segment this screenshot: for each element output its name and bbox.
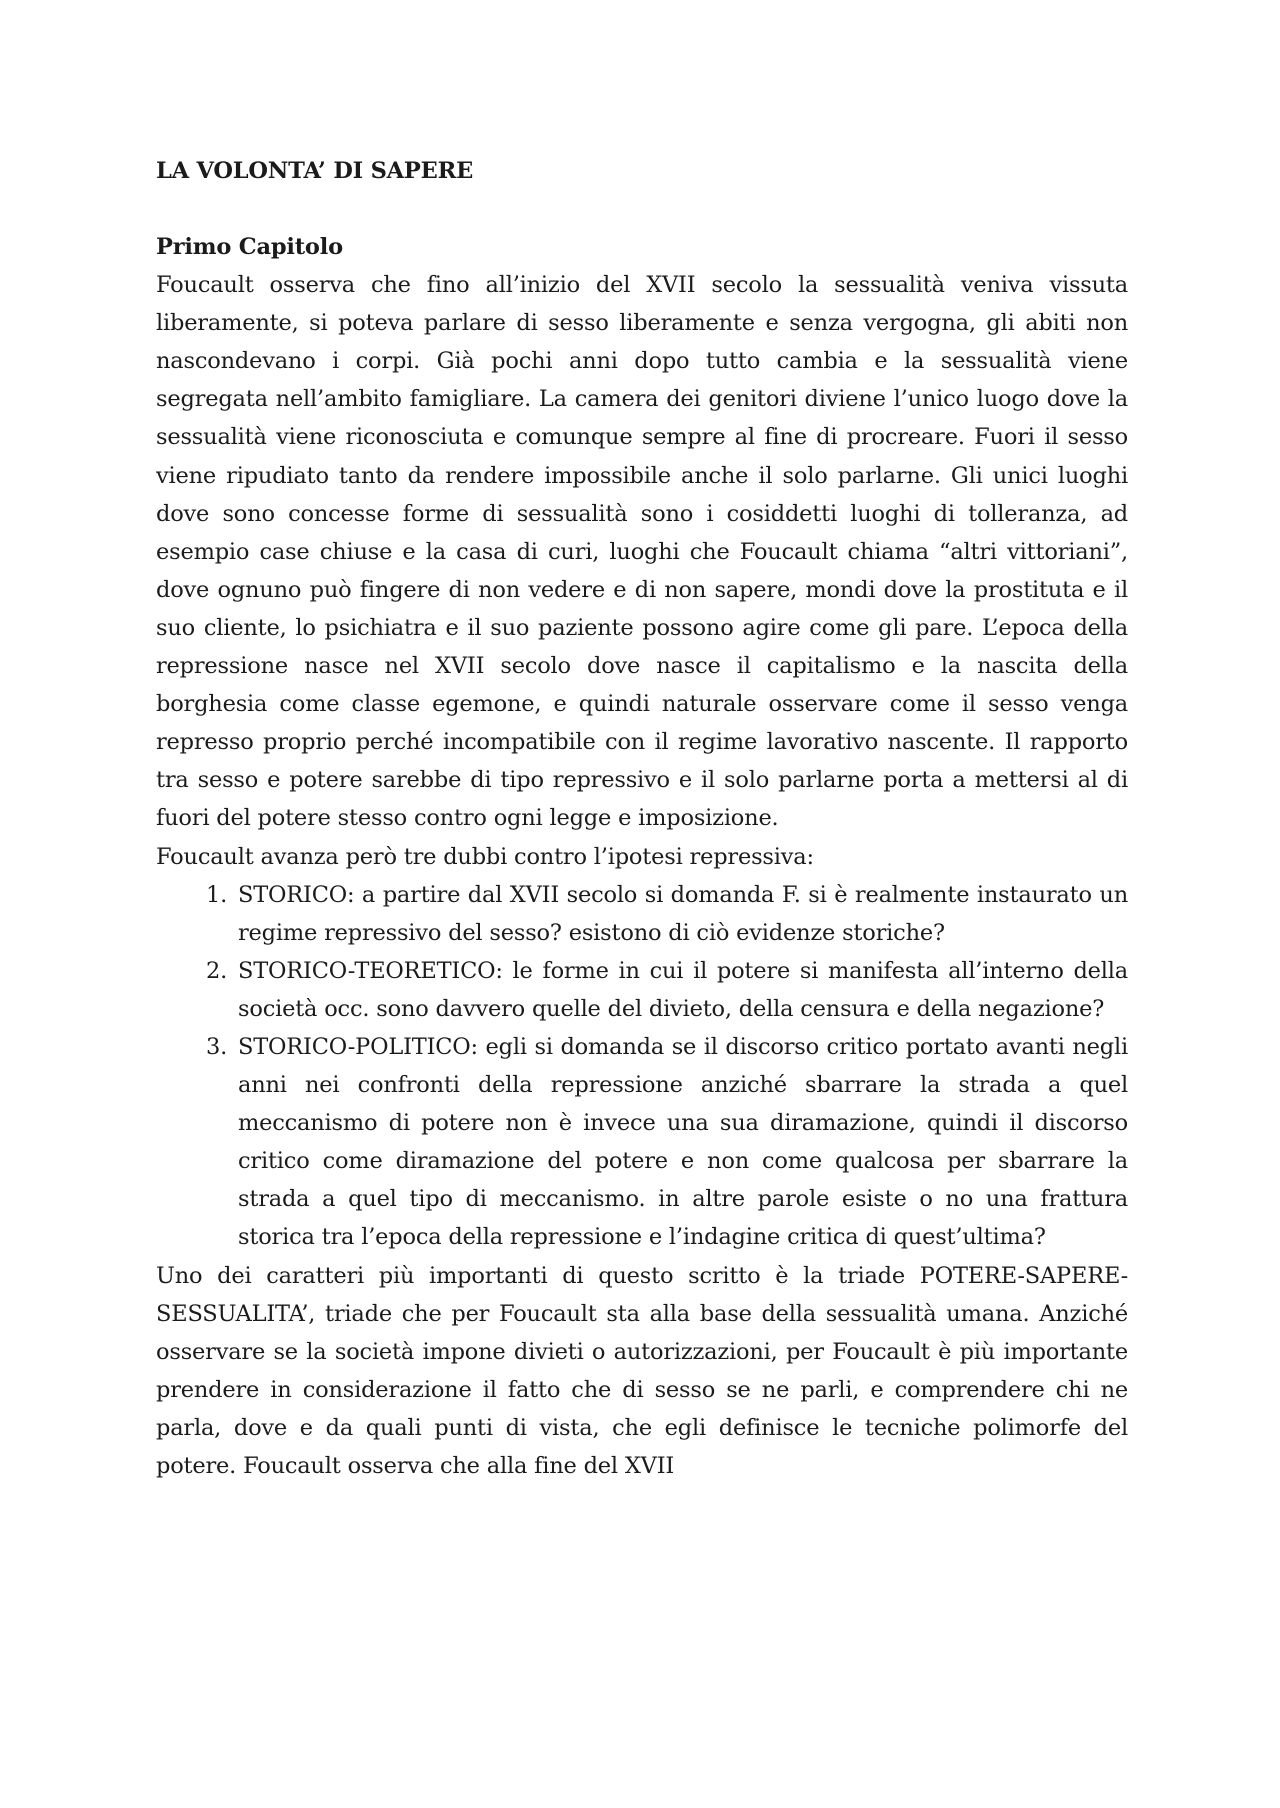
doubt-item-storico-teoretico: 2. STORICO-TEORETICO: le forme in cui il potere si manifesta all’interno della società occ. sono davvero quelle del divieto, della censura e della negazione? [234, 952, 1128, 1028]
doubt-item-storico-politico: 3. STORICO-POLITICO: egli si domanda se il discorso critico portato avanti negli anni nei confronti della repressione anziché sbarrare la strada a quel meccanismo di potere non è invece una sua diramazione, quindi il discorso critico come diramazione del potere e non come qualcosa per sbarrare la strada a quel tipo di meccanismo. in altre parole esiste o no una frattura storica tra l’epoca della repressione e l’indagine critica di quest’ultima? [234, 1028, 1128, 1257]
doubt-item-storico: 1. STORICO: a partire dal XVII secolo si domanda F. si è realmente instaurato un regime repressivo del sesso? esistono di ciò evidenze storiche? [234, 876, 1128, 952]
document-title: LA VOLONTA’ DI SAPERE [156, 158, 474, 184]
doubts-intro: Foucault avanza però tre dubbi contro l’ipotesi repressiva: [156, 843, 814, 870]
blank-line [156, 190, 1128, 228]
chapter-title: Primo Capitolo [156, 234, 343, 260]
paragraph-triade: Uno dei caratteri più importanti di questo scritto è la triade POTERE-SAPERE-SESSUALITA’, triade che per Foucault sta alla base della sessualità umana. Anziché osservare se la società impone divieti o autorizzazioni, per Foucault è più importante prendere in considerazione il fatto che di sesso se ne parli, e comprendere chi ne parla, dove e da quali punti di vista, che egli definisce le tecniche polimorfe del potere. Foucault osserva che alla fine del XVII [156, 1262, 1128, 1479]
doubts-list [156, 876, 1128, 1257]
document-body [156, 152, 1128, 1485]
paragraph-intro: Foucault osserva che fino all’inizio del XVII secolo la sessualità veniva vissuta liberamente, si poteva parlare di sesso liberamente e senza vergogna, gli abiti non nascondevano i corpi. Già pochi anni dopo tutto cambia e la sessualità viene segregata nell’ambito famigliare. La camera dei genitori diviene l’unico luogo dove la sessualità viene riconosciuta e comunque sempre al fine di procreare. Fuori il sesso viene ripudiato tanto da rendere impossibile anche il solo parlarne. Gli unici luoghi dove sono concesse forme di sessualità sono i cosiddetti luoghi di tolleranza, ad esempio case chiuse e la casa di curi, luoghi che Foucault chiama “altri vittoriani”, dove ognuno può fingere di non vedere e di non sapere, mondi dove la prostituta e il suo cliente, lo psichiatra e il suo paziente possono agire come gli pare. L’epoca della repressione nasce nel XVII secolo dove nasce il capitalismo e la nascita della borghesia come classe egemone, e quindi naturale osservare come il sesso venga represso proprio perché incompatibile con il regime lavorativo nascente. Il rapporto tra sesso e potere sarebbe di tipo repressivo e il solo parlarne porta a mettersi al di fuori del potere stesso contro ogni legge e imposizione. [156, 272, 1128, 832]
